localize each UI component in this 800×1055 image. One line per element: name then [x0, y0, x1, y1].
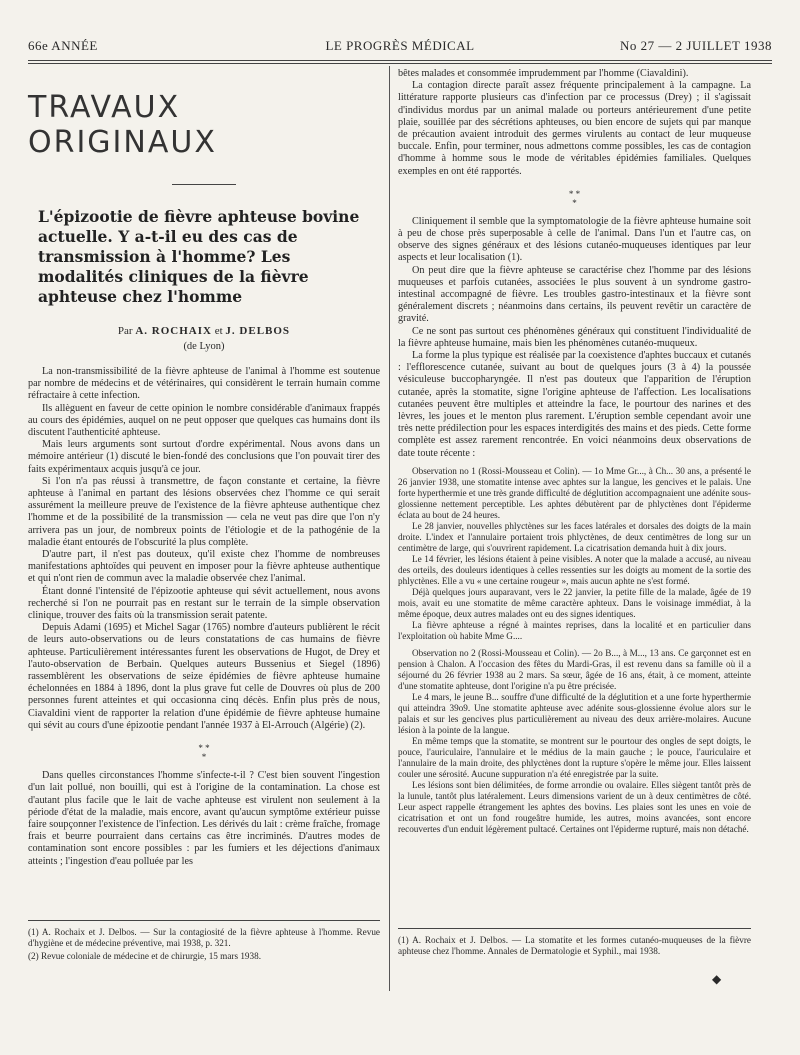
article-title: L'épizootie de fièvre aphteuse bovine actuelle. Y a-t-il eu des cas de transmission à l'homme? Les modalités cliniques de la fièvre aphteuse chez l'homme: [38, 207, 360, 306]
paragraph: Dans quelles circonstances l'homme s'infecte-t-il ? C'est bien souvent l'ingestion d'un lait pollué, non bouilli, qui est à l'origine de la contamination. La chose est d'autant plus facile que le lait de vache aphteuse est virulent non seulement à la période d'état de la maladie, mais encore, avant qu'aucun symptôme extérieur puisse faire soupçonner l'existence de l'infection. Les dérivés du lait : crème fraîche, fromage frais et beurre pourraient dans certains cas être incriminés. D'autres modes de contamination sont encore possibles : par les fumiers et les déjections d'animaux atteints ; l'ingestion d'eau polluée par les: [28, 770, 380, 867]
section-separator: * * *: [568, 188, 581, 208]
observation-paragraph: Le 28 janvier, nouvelles phlyctènes sur les faces latérales et dorsales des doigts de la main droite. L'index et l'annulaire portaient trois phlyctènes, de deux centimètres de long sur un centimètre de large, qui s'ouvrirent rapidement. La cicatrisation demanda huit à dix jours.: [398, 520, 751, 553]
author-1: A. ROCHAIX: [135, 325, 212, 337]
paragraph: Mais leurs arguments sont surtout d'ordre expérimental. Nous avons dans un mémoire antérieur (1) discuté le bien-fondé des conclusions que l'on pouvait tirer des faits expérimentaux acquis jusqu'à ce jour.: [28, 439, 380, 475]
header-rule: [28, 60, 772, 61]
volume-year: 66e ANNÉE: [28, 38, 98, 53]
observation-paragraph: La fièvre aphteuse a régné à maintes reprises, dans la localité et en particulier dans l'exploitation où habite Mme G....: [398, 619, 751, 641]
paragraph: La non-transmissibilité de la fièvre aphteuse de l'animal à l'homme est soutenue par nombre de médecins et de vétérinaires, qui considèrent le terrain humain comme réfractaire à cette infection.: [28, 366, 380, 402]
observation-paragraph: Le 4 mars, le jeune B... souffre d'une difficulté de la déglutition et a une forte hyperthermie qui atteindra 39o9. Une stomatite aphteuse avec adénite sous-glossienne évolue alors sur le palais et sur les gencives plus particulièrement au niveau des deux arrière-molaires. Aucune lésion à la pointe de la langue.: [398, 691, 751, 735]
right-footnotes: [398, 928, 751, 959]
paragraph: D'autre part, il n'est pas douteux, qu'il existe chez l'homme de nombreuses manifestations aphtoïdes qui peuvent en imposer pour la fièvre aphteuse authentique et qui n'ont rien de commun avec la maladie observée chez l'animal.: [28, 549, 380, 585]
paragraph: Étant donné l'intensité de l'épizootie aphteuse qui sévit actuellement, nous avons recherché si l'on ne pourrait pas en restant sur le terrain de la simple observation clinique, trouver des faits où la transmission serait patente.: [28, 585, 380, 622]
observation-paragraph: Observation no 1 (Rossi-Mousseau et Colin). — 1o Mme Gr..., à Ch... 30 ans, a présenté le 26 janvier 1938, une stomatite intense avec aphtes sur la langue, les gencives et le palais. Une forte hyperthermie et une très grande difficulté de déglutition accompagnaient une adénite sous-glossienne nettement perceptible. Les aphtes débutèrent par de phlyctènes dont l'épiderme éclata au bout de 24 heures.: [398, 465, 751, 520]
observation-paragraph: Observation no 2 (Rossi-Mousseau et Colin). — 2o B..., à M..., 13 ans. Ce garçonnet est en pension à Chalon. A l'occasion des fêtes du Mardi-Gras, il est revenu dans sa famille où il a séjourné du 26 février 1938 au 2 mars. Sa sœur, âgée de 16 ans, était, à ce moment, atteinte d'une stomatite aphteuse, dont l'origine n'a pu être précisée.: [398, 647, 751, 691]
title-rule: [172, 184, 236, 185]
observation-paragraph: En même temps que la stomatite, se montrent sur le pourtour des ongles de sept doigts, le pouce, l'auriculaire, l'annulaire et le médius de la main gauche ; le pouce, l'auriculaire et l'annulaire de la main droite, des phlyctènes dont la rupture s'opère le même jour. Elles laissent couler une sérosité. Aucune suppuration n'a été enregistrée par la suite.: [398, 735, 751, 779]
author-2: J. DELBOS: [225, 325, 291, 337]
right-column: [398, 68, 751, 835]
observation-paragraph: Les lésions sont bien délimitées, de forme arrondie ou ovalaire. Elles siègent tantôt près de la lunule, tantôt plus latéralement. Leurs dimensions varient de un à deux centimètres de côté. Leur aspect rappelle étrangement les aphtes des bovins. Les plaies sont les unes en voie de cicatrisation et ont un fond rougeâtre humide, les autres, moins avancées, sont encore recouvertes d'un enduit légèrement pultacé. Certaines ont l'épiderme rupturé, mais non détaché.: [398, 779, 751, 834]
journal-name: LE PROGRÈS MÉDICAL: [325, 38, 475, 53]
column-divider: [389, 66, 390, 991]
paragraph: Depuis Adami (1695) et Michel Sagar (1765) nombre d'auteurs publièrent le récit de leurs auto-observations ou de leurs constatations de cas humains de fièvre aphteuse. Particulièrement intéressantes furent les observations de Hugot, de Drey et l'auto-observation de Berbain. Quelques auteurs Bussenius et Siegel (1896) rassemblèrent les observations de seize épidémies de fièvre aphteuse humaine échelonnées en 1884 à 1896, dont la plus grave fut celle de Douvres où plus de 200 personnes furent atteintes et qui occasionna cinq décès. Enfin plus près de nous, Ciavaldini vient de rapporter la relation d'une épidémie de fièvre aphteuse humaine qui sévit au cours d'une épizootie pendant l'année 1937 à El-Arrouch (Algérie) (2).: [28, 622, 380, 731]
footnote: (2) Revue coloniale de médecine et de chirurgie, 15 mars 1938.: [28, 951, 262, 961]
footnote: (1) A. Rochaix et J. Delbos. — Sur la contagiosité de la fièvre aphteuse à l'homme. Revue d'hygiène et de médecine préventive, mai 1938, p. 321.: [28, 927, 380, 948]
section-title: TRAVAUX ORIGINAUX: [28, 90, 217, 160]
observations: [398, 466, 751, 835]
observation-paragraph: Déjà quelques jours auparavant, vers le 22 janvier, la petite fille de la malade, âgée de 19 mois, avait eu une stomatite de même caractère aphteux. Dans le voisinage immédiat, à la même époque, deux autres malades ont eu des signes identiques.: [398, 586, 751, 619]
running-header: [28, 38, 772, 56]
byline: [28, 325, 380, 337]
section-separator: * * *: [198, 743, 210, 763]
footnote: (1) A. Rochaix et J. Delbos. — La stomatite et les formes cutanéo-muqueuses de la fièvre aphteuse chez l'homme. Annales de Dermatologie et Syphil., mai 1938.: [398, 935, 751, 956]
left-footnotes: [28, 920, 380, 964]
paragraph: Si l'on n'a pas réussi à transmettre, de façon constante et certaine, la fièvre aphteuse à l'animal en partant des lésions observées chez l'homme ce qui serait assurément la meilleure preuve de l'existence de la fièvre aphteuse authentique chez l'homme et de la possibilité de la transmission — cela ne veut pas dire que l'on n'y arrivera pas un jour, de nombreux points de l'étiologie et de la pathogénie de la maladie étant entourés de l'obscurité la plus complète.: [28, 475, 380, 548]
paragraph: La forme la plus typique est réalisée par la coexistence d'aphtes buccaux et cutanés : l'efflorescence cutanée, suivant au bout de quelques jours (3 à 4) la poussée vésiculeuse buccopharyngée. Il n'est pas douteux que l'apparition de l'éruption cutanée, après la stomatite, signe l'origine aphteuse de l'affection. Les localisations cutanées peuvent être multiples et atteindre la face, le pourtour des narines et des lèvres, les joues et le menton plus rarement. L'éruption semble cependant avoir une très nette prédilection pour les espaces interdigités des mains et des pieds. Cette forme complète est assez rarement rencontrée. En voici néanmoins deux observations de date toute récente :: [398, 350, 751, 459]
left-column: [28, 68, 380, 868]
paragraph: bêtes malades et consommée imprudemment par l'homme (Ciavaldini).: [398, 68, 689, 79]
header-rule-double: [28, 63, 772, 64]
byline-and: et: [214, 325, 223, 337]
observation-paragraph: Le 14 février, les lésions étaient à peine visibles. A noter que la malade a accusé, au niveau des orteils, des douleurs identiques à celles ressenties sur les doigts au moment de la sortie des phlyctènes. Elle a vu « une certaine rougeur », mais aucun aphte ne s'est formé.: [398, 553, 751, 586]
affiliation: (de Lyon): [183, 341, 225, 352]
paragraph: Ce ne sont pas surtout ces phénomènes généraux qui constituent l'individualité de la fièvre aphteuse humaine, mais bien les phénomènes cutanéo-muqueux.: [398, 325, 751, 349]
paragraph: Cliniquement il semble que la symptomatologie de la fièvre aphteuse humaine soit à peu de chose près superposable à celle de l'animal. Dans l'un et l'autre cas, on observe des signes généraux et des lésions cutanéo-muqueuses identiques par leur aspects et leur localisation (1).: [398, 215, 751, 264]
end-mark: ◆: [712, 972, 722, 986]
byline-prefix: Par: [117, 325, 133, 337]
issue-date: No 27 — 2 JUILLET 1938: [620, 38, 772, 53]
paragraph: Ils allèguent en faveur de cette opinion le nombre considérable d'animaux frappés au cours des épidémies, auquel on ne peut opposer que quelques cas humains dont ils discutent l'authenticité aphteuse.: [28, 402, 380, 439]
paragraph: La contagion directe paraît assez fréquente principalement à la campagne. La littérature rapporte plusieurs cas d'infection par ce processus (Drey) ; il s'agissait d'individus mordus par un animal malade ou porteurs antérieurement d'une petite plaie, souillée par des sécrétions aphteuses, ou bien encore de sujets qui par manque de précaution avaient introduit des germes virulents au contact de leur muqueuse buccale. Enfin, pour terminer, nous admettons comme possibles, les cas de contagion d'homme à homme sous le mode de véritables épidémies familiales. Quelques exemples en ont été rapportés.: [398, 80, 751, 177]
paragraph: On peut dire que la fièvre aphteuse se caractérise chez l'homme par des lésions muqueuses et parfois cutanées, associées le plus souvent à un syndrome gastro-intestinal accompagné de fièvre. Les troubles gastro-intestinaux et la fièvre sont généralement discrets ; néanmoins dans certains, ils peuvent revêtir un caractère de gravité.: [398, 264, 751, 325]
